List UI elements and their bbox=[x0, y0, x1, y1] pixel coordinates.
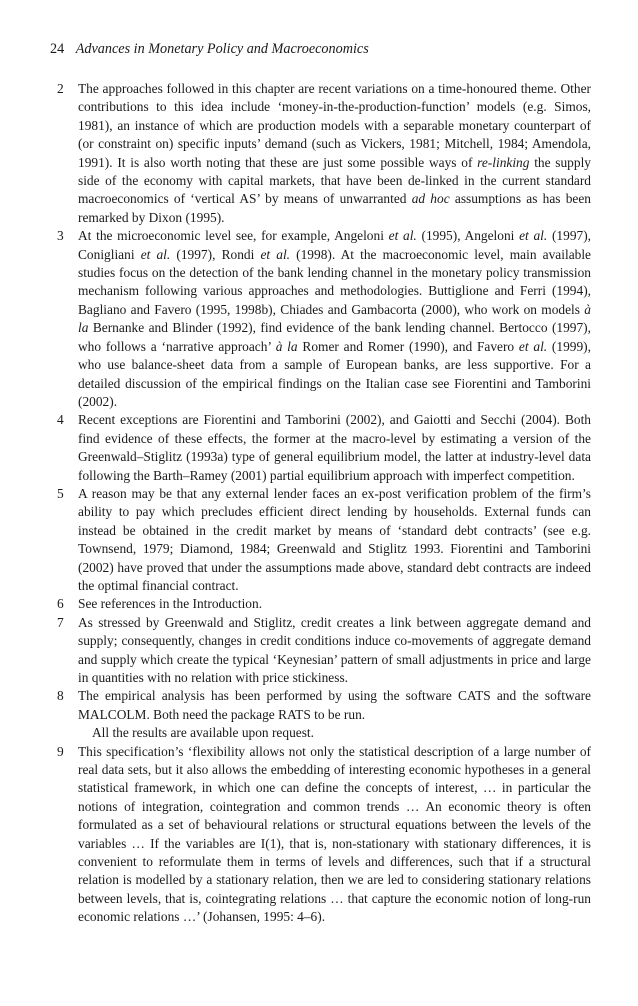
endnote bbox=[57, 595, 591, 613]
endnote-number: 2 bbox=[57, 81, 64, 96]
endnote-text: At the microeconomic level see, for example, Angeloni et al. (1995), Angeloni et al. (1997), Conigliani et al. (1997), Rondi et al. (1998). At the macroeconomic level, main available studies focus on the detection of the bank lending channel in the monetary policy transmission mechanism following various approaches and methodologies. Buttiglione and Ferri (1994), Bagliano and Favero (1995, 1998b), Chiades and Gambacorta (2000), who work on models à la Bernanke and Blinder (1992), find evidence of the bank lending channel. Bertocco (1997), who follows a ‘narrative approach’ à la Romer and Romer (1990), and Favero et al. (1999), who use balance-sheet data from a sample of European banks, are less supportive. For a detailed discussion of the empirical findings on the Italian case see Fiorentini and Tamborini (2002). bbox=[78, 228, 592, 409]
endnote-number: 5 bbox=[57, 485, 64, 501]
page-number: 24 bbox=[50, 41, 65, 57]
endnote bbox=[57, 743, 591, 927]
running-header bbox=[50, 40, 610, 58]
endnote-text: Recent exceptions are Fiorentini and Tamborini (2002), and Gaiotti and Secchi (2004). Both find evidence of these effects, the former at the macro-level by estimating a version of the Greenwald–Stiglitz (1993a) type of general equilibrium model, the latter at industry-level data following the Barth–Ramey (2001) partial equilibrium approach with imperfect competition. bbox=[78, 412, 591, 483]
endnote bbox=[57, 227, 591, 411]
endnote-number: 9 bbox=[57, 743, 64, 759]
endnote-text: As stressed by Greenwald and Stiglitz, credit creates a link between aggregate demand and supply; consequently, changes in credit conditions induce co-movements of aggregate demand and supply which create the typical ‘Keynesian’ pattern of small adjustments in price and large in quantities with no relation with price stickiness. bbox=[78, 614, 591, 685]
endnote bbox=[57, 485, 591, 595]
endnote bbox=[57, 687, 591, 742]
endnote-number: 3 bbox=[57, 228, 64, 244]
endnote-text: See references in the Introduction. bbox=[78, 596, 263, 612]
running-title: Advances in Monetary Policy and Macroeconomics bbox=[75, 41, 369, 57]
endnote-continuation: All the results are available upon request. bbox=[92, 725, 314, 741]
endnote bbox=[57, 614, 591, 688]
endnote-number: 6 bbox=[57, 596, 64, 612]
endnote-number: 7 bbox=[57, 614, 64, 630]
endnote bbox=[57, 411, 591, 485]
endnote-text: The empirical analysis has been performed by using the software CATS and the software MALCOLM. Both need the package RATS to be run. bbox=[78, 688, 591, 722]
endnote-text: The approaches followed in this chapter are recent variations on a time-honoured theme. Other contributions to this idea include ‘money-in-the-production-function’ models (e.g. Simos, 1981), an instance of which are production models with a separable monetary counterpart of (or constraint on) specific inputs’ demand (such as Vickers, 1981; Mitchell, 1984; Amendola, 1991). It is also worth noting that these are just some possible ways of re-linking the supply side of the economy with capital markets, that have been de-linked in the current standard macroeconomics of ‘vertical AS’ by means of unwarranted ad hoc assumptions as has been remarked by Dixon (1995). bbox=[78, 81, 592, 225]
endnote bbox=[57, 80, 591, 227]
endnote-text: This specification’s ‘flexibility allows not only the statistical description of a large number of real data sets, but it also allows the embedding of interesting economic hypotheses in a general statistical framework, in which one can define the concepts of interest, … in particular the notions of integration, cointegration and common trends … An economic theory is often formulated as a set of behavioural relations or structural equations between the levels of the variables … If the variables are I(1), that is, non-stationary with stationary differences, it is convenient to reformulate them in terms of levels and differences, such that if a structural relation is modelled by a stationary relation, then we are led to considering stationary relations between levels, that is, cointegrating relations … that capture the economic notion of long-run economic relations …’ (Johansen, 1995: 4–6). bbox=[78, 743, 591, 925]
endnotes-list bbox=[57, 80, 591, 927]
endnote-number: 8 bbox=[57, 688, 64, 704]
endnote-number: 4 bbox=[57, 412, 64, 428]
endnote-text: A reason may be that any external lender faces an ex-post verification problem of the firm’s ability to pay which precludes efficient direct lending by households. External funds can instead be obtained in the credit market by means of ‘standard debt contracts’ (see e.g. Townsend, 1979; Diamond, 1984; Greenwald and Stiglitz 1993. Fiorentini and Tamborini (2002) have proved that under the assumptions made above, standard debt contracts are indeed the optimal financial contract. bbox=[78, 485, 591, 593]
